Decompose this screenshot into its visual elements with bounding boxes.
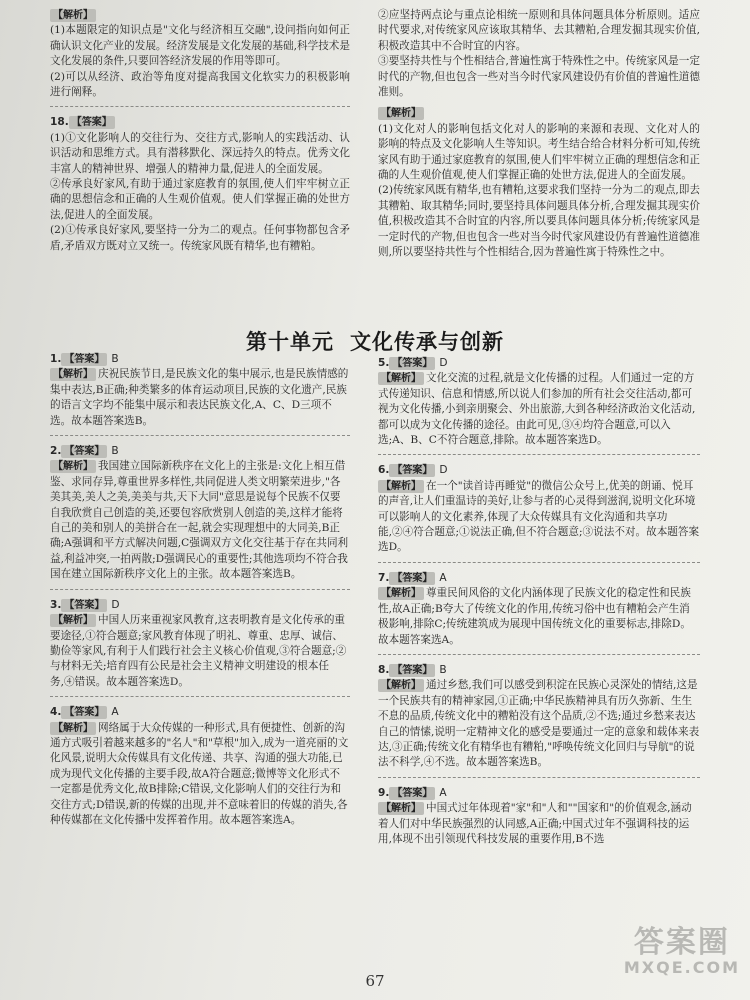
analysis-tag: 【解析】 — [378, 679, 424, 692]
watermark-logo — [623, 925, 740, 977]
answer-tag: 【答案】 — [389, 787, 435, 800]
analysis-text: 通过乡愁,我们可以感受到积淀在民族心灵深处的情结,这是一个民族共有的精神家园,①正确;中华民族精神具有历久弥新、生生不息的品质,传统文化中的糟粕没有这个品质,②不选;通过乡愁来表达自己的情愫,说明一定精神文化的感受是要通过一定的意象和载体来表达,③正确;传统文化有精华也有糟粕,"呼唤传统文化回归与导航"的说法不科学,④不选。故本题答案选B。 — [378, 679, 700, 769]
answer-value: D — [439, 357, 448, 369]
answer-value: D — [439, 464, 448, 477]
unit-number: 第十单元 — [246, 329, 334, 354]
answer-value: B — [439, 663, 447, 676]
analysis-text: 庆祝民族节日,是民族文化的集中展示,也是民族情感的集中表达,B正确;种类繁多的体育运动项目,民族的文化遗产,民族的语言文字均不能集中展示和表达民族文化,A、C、D三项不选。故本题答案选B。 — [50, 368, 349, 427]
dashed-divider — [50, 696, 350, 697]
answer-tag: 【答案】 — [389, 664, 435, 677]
analysis-tag: 【解析】 — [50, 722, 96, 735]
question-item — [50, 444, 350, 583]
q18-answer — [50, 115, 350, 254]
analysis-line: (1)本题限定的知识点是"文化与经济相互交融",设问指向如何正确认识文化产业的发展。经济发展是文化发展的基础,科学技术是文化发展的条件,只要回答经济发展的作用等即可。 — [50, 24, 350, 68]
answer-value: A — [439, 571, 447, 584]
dashed-divider — [378, 454, 700, 455]
dashed-divider — [50, 435, 350, 436]
top-left-column — [50, 8, 350, 260]
question-number: 1. — [50, 353, 62, 365]
analysis-text: 我国建立国际新秩序在文化上的主张是:文化上相互借鉴、求同存异,尊重世界多样性,共同促进人类文明繁荣进步,"各美其美,美人之美,美美与共,天下大同"意思是说每个民族不仅要自我欣赏自己创造的美,还要包容欣赏别人创造的美,这样才能将自己的美和别人的美拼合在一起,就会实现理想中的大同美,B正确;A强调和平方式解决问题,C强调双方文化交往基于存在共同利益,利益冲突,一拍两散;D强调民心的重要性;其他选项均不符合我国在建立国际新秩序文化上的主张。故本题答案选B。 — [50, 460, 349, 581]
q18-analysis — [378, 106, 700, 260]
answer-line: ②传承良好家风,有助于通过家庭教育的氛围,使人们牢牢树立正确的思想信念和正确的人生观价值观。使人们掌握正确的处世方法,促进人的全面发展。 — [50, 178, 350, 221]
question-item — [378, 786, 700, 848]
dashed-divider — [378, 777, 700, 778]
unit-name: 文化传承与创新 — [350, 329, 504, 354]
answer-value: D — [111, 598, 120, 611]
question-number: 8. — [378, 663, 390, 676]
question-number: 3. — [50, 598, 62, 611]
analysis-tag: 【解析】 — [50, 9, 96, 22]
dashed-divider — [378, 654, 700, 655]
analysis-text: 中国人历来重视家风教育,这表明教育是文化传承的重要途径,①符合题意;家风教育体现了明礼、尊重、忠厚、诚信、勤俭等家风,有利于人们践行社会主义核心价值观,③符合题意;②与材料无关;培育四有公民是社会主义精神文明建设的根本任务,④错误。故本题答案选D。 — [50, 614, 347, 688]
question-item — [378, 356, 700, 448]
answer-line: (2)①传承良好家风,要坚持一分为二的观点。任何事物都包含矛盾,矛盾双方既对立又统一。传统家风既有精华,也有糟粕。 — [50, 224, 350, 252]
analysis-line: (2)可以从经济、政治等角度对提高我国文化软实力的积极影响进行阐释。 — [50, 70, 350, 99]
watermark-url: MXQE.COM — [623, 958, 740, 977]
analysis-tag: 【解析】 — [378, 480, 424, 493]
answer-tag: 【答案】 — [61, 706, 107, 719]
dashed-divider — [50, 589, 350, 590]
question-item — [378, 463, 700, 555]
q17-analysis — [50, 8, 350, 100]
page-number: 67 — [365, 972, 385, 990]
analysis-text: 在一个"读首诗再睡觉"的微信公众号上,优美的朗诵、悦耳的声音,让人们重温诗的美好,让参与者的心灵得到滋润,说明文化环境可以影响人的文化素养,体现了大众传媒具有文化沟通和共享功能,②④符合题意;①说法正确,但不符合题意;③说法不对。故本题答案选D。 — [378, 479, 700, 554]
question-number: 5. — [378, 357, 390, 369]
answer-value: A — [111, 706, 119, 719]
bottom-left-column — [50, 352, 350, 834]
analysis-tag: 【解析】 — [50, 614, 96, 627]
question-item — [50, 598, 350, 690]
answer-value: A — [439, 786, 447, 799]
analysis-text: 中国式过年体现着"家"和"人和""国家和"的价值观念,涵动着人们对中华民族强烈的认同感,A正确;中国式过年不强调科技的运用,体现不出引领现代科技发展的重要作用,B不选 — [378, 802, 692, 845]
analysis-line: (1)文化对人的影响包括文化对人的影响的来源和表现、文化对人的影响的特点及文化影响人生等知识。考生结合给合材料分析可知,传统家风有助于通过家庭教育的氛围,使人们牢牢树立正确的理想信念和正确的人生观价值观,使人们掌握正确的处世方法,促进人的全面发展。 — [378, 122, 700, 182]
dashed-divider — [378, 562, 700, 563]
answer-tag: 【答案】 — [61, 353, 107, 366]
answer-tag: 【答案】 — [61, 445, 107, 458]
top-right-column — [378, 8, 700, 267]
bottom-right-column — [378, 356, 700, 853]
question-number: 6. — [378, 464, 390, 477]
question-item — [50, 352, 350, 429]
question-number: 4. — [50, 706, 62, 719]
answer-line: ③要坚持共性与个性相结合,普遍性寓于特殊性之中。传统家风是一定时代的产物,但也包含一些对当今时代家风建设仍有价值的普遍性道德准则。 — [378, 55, 700, 99]
answer-tag: 【答案】 — [389, 464, 435, 477]
analysis-tag: 【解析】 — [50, 460, 96, 473]
answer-tag: 【答案】 — [69, 116, 115, 129]
watermark-text: 答案圈 — [633, 925, 730, 960]
analysis-text: 网络属于大众传媒的一种形式,具有便捷性、创新的沟通方式吸引着越来越多的"名人"和"草根"加入,成为一道亮丽的文化风景,说明大众传媒具有文化传递、共享、沟通的强大功能,已成为现代文化传播的主要手段,故A符合题意;微博等文化形式不一定都是优秀文化,故B排除;C错误,文化影响人们的交往行为和交往方式;D错误,新的传媒的出现,并不意味着旧的传媒的消失,各种传媒都在文化传播中发挥着作用。故本题答案选A。 — [50, 721, 349, 826]
analysis-tag: 【解析】 — [378, 587, 424, 600]
analysis-text: 尊重民间风俗的文化内涵体现了民族文化的稳定性和民族性,故A正确;B夸大了传统文化的作用,传统习俗中也有糟粕会产生消极影响,排除C;传统建筑成为展现中国传统文化的重要标志,排除D。故本题答案选A。 — [378, 587, 691, 646]
question-number: 2. — [50, 445, 62, 458]
analysis-tag: 【解析】 — [378, 107, 424, 120]
answer-tag: 【答案】 — [389, 357, 435, 370]
question-item — [378, 663, 700, 771]
question-number: 18. — [50, 116, 69, 129]
question-item — [50, 705, 350, 828]
analysis-tag: 【解析】 — [50, 368, 96, 381]
answer-line: ②应坚持两点论与重点论相统一原则和具体问题具体分析原则。适应时代要求,对传统家风应该取其精华、去其糟粕,合理发掘其现实价值,积极改造其中不合时宜的内容。 — [378, 9, 700, 52]
analysis-tag: 【解析】 — [378, 802, 424, 815]
q18-answer-continued — [378, 8, 700, 100]
analysis-line: (2)传统家风既有精华,也有糟粕,这要求我们坚持一分为二的观点,即去其糟粕、取其精华;同时,要坚持具体问题具体分析,合理发掘其现实价值,积极改造其不合时宜的内容,所以要具体问题具体分析;传统家风是一定时代的产物,但也包含一些对当今时代家风建设仍有普遍性道德准则,所以要坚持共性与个性相结合,因为普遍性寓于特殊性之中。 — [378, 184, 700, 259]
answer-value: B — [111, 445, 119, 458]
question-number: 7. — [378, 571, 390, 584]
question-number: 9. — [378, 786, 390, 799]
analysis-text: 文化交流的过程,就是文化传播的过程。人们通过一定的方式传递知识、信息和情感,所以说人们参加的所有社会交往活动,都可视为文化传播,小到亲朋聚会、外出旅游,大到各种经济政治文化活动,都可以成为文化传播的途径。由此可见,③④均符合题意,可以入选;A、B、C不符合题意,排除。故本题答案选D。 — [378, 372, 696, 447]
dashed-divider — [50, 106, 350, 107]
answer-line: (1)①文化影响人的交往行为、交往方式,影响人的实践活动、认识活动和思维方式。具有潜移默化、深远持久的特点。优秀文化丰富人的精神世界、增强人的精神力量,促进人的全面发展。 — [50, 131, 350, 175]
answer-value: B — [111, 353, 119, 365]
analysis-tag: 【解析】 — [378, 372, 424, 385]
answer-tag: 【答案】 — [389, 572, 435, 585]
question-item — [378, 571, 700, 648]
answer-tag: 【答案】 — [61, 599, 107, 612]
